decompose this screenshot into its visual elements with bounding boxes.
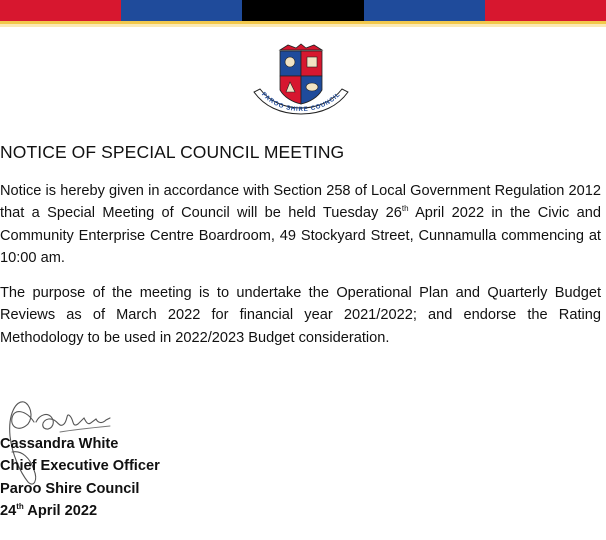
stripe-blue-left — [121, 0, 242, 21]
signatory-position: Chief Executive Officer — [0, 458, 160, 475]
stripe-black-center — [242, 0, 363, 21]
document-title: NOTICE OF SPECIAL COUNCIL MEETING — [0, 142, 345, 162]
notice-paragraph-part-1: Notice is hereby given in accordance with Section 258 of Local Government Regulation 2012 that a Special Meeting of Council will be held Tuesday 26 — [0, 183, 601, 222]
signoff-date-rest: April 2022 — [23, 503, 98, 520]
signoff-date-ordinal: th — [16, 502, 24, 512]
stripe-blue-right — [364, 0, 485, 21]
notice-paragraph — [0, 180, 601, 270]
signoff-date — [0, 500, 160, 522]
signatory-organisation: Paroo Shire Council — [0, 480, 140, 497]
signatory-name: Cassandra White — [0, 436, 119, 452]
notice-paragraph-part-2: April 2022 in the Civic and Community Enterprise Centre Boardroom, 49 Stockyard Street, Cunnamulla commencing at 10:00 am. — [0, 205, 601, 267]
date-ordinal-suffix: th — [401, 204, 409, 214]
header-color-band — [0, 0, 606, 27]
council-crest-icon — [250, 42, 352, 118]
stripe-red-left — [0, 0, 121, 21]
purpose-paragraph: The purpose of the meeting is to undertake the Operational Plan and Quarterly Budget Reviews as of March 2022 for financial year 2021/2022; and endorse the Rating Methodology to be used in 2022/2023 Budget consideration. — [0, 285, 601, 346]
crest-ribbon-text: PAROO SHIRE COUNCIL — [260, 90, 342, 114]
signoff-date-day: 24 — [0, 503, 17, 520]
signature-block — [0, 433, 160, 523]
header-gold-fade — [0, 24, 606, 27]
stripe-red-right — [485, 0, 606, 21]
header-stripes — [0, 0, 606, 21]
